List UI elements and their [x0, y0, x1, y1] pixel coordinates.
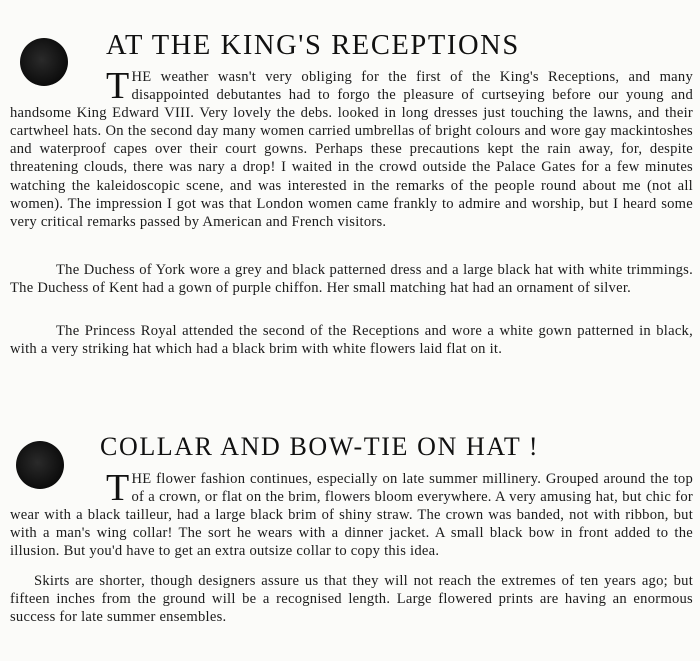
article1-paragraph-1-text: HE weather wasn't very obliging for the first of the King's Receptions, and many disappointed debutantes had to forgo the pleasure of curtseying before our young and handsome King Edward VIII. Very lovely the debs. looked in long dresses just touching the lawns, and their cartwheel hats. On the second day many women carried umbrellas of bright colours and wore gay mackintoshes and waterproof capes over their court gowns. Perhaps these precautions kept the rain away, for, despite threatening clouds, there was nary a drop! I waited in the crowd outside the Palace Gates for a few minutes watching the kaleidoscopic scene, and was interested in the remarks of the people round about me (not all women). The impression I got was that London women came frankly to admire and worship, but I heard some very critical remarks passed by American and French visitors. — [10, 69, 693, 230]
article1-paragraph-3: The Princess Royal attended the second of the Receptions and wore a white gown patterned in black, with a very striking hat which had a black brim with white flowers laid flat on it. — [10, 323, 693, 358]
dropcap-2: T — [106, 467, 130, 509]
article1-paragraph-2: The Duchess of York wore a grey and black patterned dress and a large black hat with white trimmings. The Duchess of Kent had a gown of purple chiffon. Her small matching hat had an ornament of silver. — [10, 262, 693, 297]
article1-paragraph-1 — [10, 65, 693, 231]
article2-paragraph-1 — [10, 467, 693, 560]
dropcap-1: T — [106, 65, 130, 107]
article2-paragraph-2: Skirts are shorter, though designers assure us that they will not reach the extremes of ten years ago; but fifteen inches from the ground will be a recognised length. Large flowered prints are having an enormous success for late summer ensembles. — [10, 573, 693, 626]
headline-collar-bow-tie: COLLAR AND BOW-TIE ON HAT ! — [100, 432, 540, 461]
headline-kings-receptions: AT THE KING'S RECEPTIONS — [106, 30, 520, 61]
article2-paragraph-1-text: HE flower fashion continues, especially on late summer millinery. Grouped around the top of a crown, or flat on the brim, flowers bloom everywhere. A very amusing hat, but chic for wear with a black tailleur, had a large black brim of shiny straw. The crown was banded, not with ribbon, but with a man's wing collar! The sort he wears with a dinner jacket. A small black bow in front added to the illusion. But you'd have to get an extra outsize collar to copy this idea. — [10, 471, 693, 560]
